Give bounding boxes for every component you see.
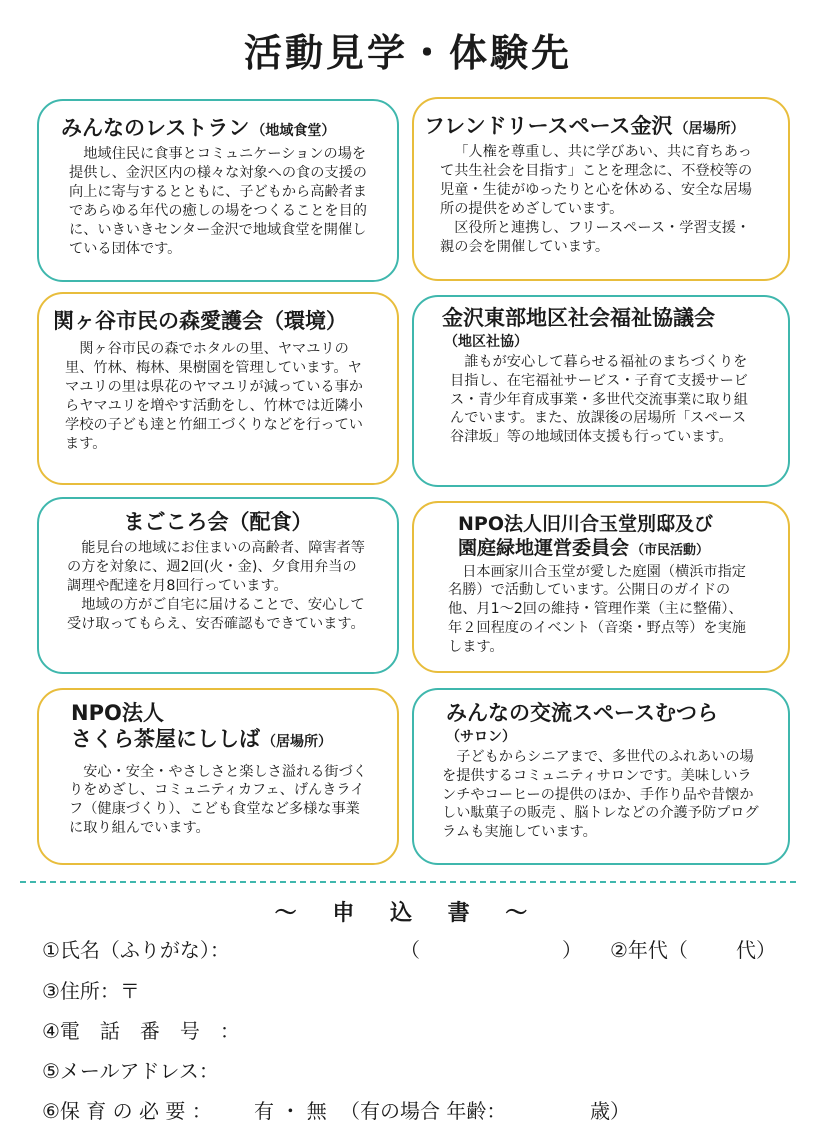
card-sakura-chaya bbox=[37, 688, 399, 865]
card-kanazawa-east-welfare bbox=[412, 295, 790, 487]
child-age-unit: 歳） bbox=[590, 1099, 630, 1123]
card-sekigaya-forest bbox=[37, 292, 399, 485]
card-body bbox=[53, 338, 387, 453]
card-paragraph: 誰もが安心して暮らせる福祉のまちづくりを目指し、在宅福祉サービス・子育て支援サービス・青少年育成事業・多世代交流事業に取り組んでいます。また、放課後の居場所「スペース谷津坂」等の地域団体支援も行っています。 bbox=[450, 353, 748, 446]
card-title-line2: 園庭緑地運営委員会 bbox=[458, 536, 630, 559]
card-paragraph: 地域住民に食事とコミュニケーションの場を提供し、金沢区内の様々な対象への食の支援の向上に寄与するとともに、子どもから高齢者まであらゆる年代の癒しの場をつくることを目的に、いきいきセンター金沢で地域食堂を開催している団体です。 bbox=[69, 146, 367, 257]
card-body bbox=[424, 143, 778, 256]
page-title: 活動見学・体験先 bbox=[243, 31, 572, 75]
childcare-choices[interactable]: 有 ・ 無 bbox=[254, 1099, 327, 1123]
card-title-text: みんなのレストラン bbox=[61, 116, 250, 140]
childcare-label: ⑥保 育 の 必 要 ： bbox=[42, 1099, 212, 1123]
card-body bbox=[57, 763, 379, 839]
age-group-label: ②年代（ bbox=[610, 938, 688, 962]
card-body bbox=[57, 145, 379, 258]
email-label: ⑤メールアドレス： bbox=[42, 1059, 219, 1083]
card-tag: （地区社協） bbox=[444, 334, 528, 351]
card-body bbox=[432, 748, 770, 842]
card-tag: （市民活動） bbox=[631, 542, 710, 558]
card-paragraph: 「人権を尊重し、共に学びあい、共に育ちあって共生社会を目指す」ことを理念に、不登校等の児童・生徒がゆったりと心を休める、安全な居場所の提供をめざしています。 bbox=[440, 144, 753, 217]
card-title bbox=[57, 726, 379, 752]
card-title: みんなの交流スペースむつら bbox=[446, 701, 718, 725]
card-body bbox=[432, 353, 770, 447]
card-title: 金沢東部地区社会福祉協議会 bbox=[442, 306, 715, 330]
card-title: 関ヶ谷市民の森愛護会（環境） bbox=[53, 309, 347, 333]
card-title bbox=[432, 537, 770, 561]
card-minna-restaurant bbox=[37, 99, 399, 282]
application-form-title: ～ 申 込 書 ～ bbox=[274, 901, 542, 926]
card-title-text: フレンドリースペース金沢 bbox=[424, 114, 673, 138]
card-title-line1: NPO法人 bbox=[71, 701, 164, 725]
card-paragraph: 日本画家川合玉堂が愛した庭園（横浜市指定名勝）で活動しています。公開日のガイドの他、月1～2回の維持・管理作業（主に整備）、年２回程度のイベント（音楽・野点等）を実施します。 bbox=[448, 563, 746, 655]
card-paragraph: 区役所と連携し、フリースペース・学習支援・親の会を開催しています。 bbox=[440, 219, 751, 255]
card-title bbox=[57, 115, 379, 141]
dashed-divider bbox=[20, 881, 796, 883]
child-age-note: （有の場合 年齢： bbox=[340, 1099, 507, 1123]
card-mutsura bbox=[412, 688, 790, 865]
card-title-line1: NPO法人旧川合玉堂別邸及び bbox=[458, 513, 713, 535]
card-tag: （サロン） bbox=[446, 729, 516, 746]
card-paragraph: 子どもからシニアまで、多世代のふれあいの場を提供するコミュニティサロンです。美味しいランチやコーヒーの提供のほか、手作り品や昔懐かしい駄菓子の販売 、脳トレなどの介護予防プログラムも実施しています。 bbox=[442, 748, 759, 841]
card-paragraph: 安心・安全・やさしさと楽しさ溢れる街づくりをめざし、コミュニティカフェ、げんきライフ（健康づくり）、こども食堂など多様な事業に取り組んでいます。 bbox=[69, 763, 367, 837]
card-friendly-space bbox=[412, 97, 790, 281]
name-label: ①氏名（ふりがな）： bbox=[42, 938, 230, 962]
card-title: まごころ会（配食） bbox=[123, 510, 313, 534]
card-body bbox=[57, 539, 379, 633]
card-title bbox=[424, 113, 778, 139]
card-tag: （居場所） bbox=[262, 734, 332, 751]
card-paragraph: 能見台の地域にお住まいの高齢者、障害者等の方を対象に、週2回(火・金)、夕食用弁当の調理や配達を月8回行っています。 bbox=[67, 540, 365, 594]
furigana-paren-open: （ bbox=[400, 938, 420, 962]
card-paragraph: 関ヶ谷市民の森でホタルの里、ヤマユリの里、竹林、梅林、果樹園を管理しています。ヤマユリの里は県花のヤマユリが減っている事からヤマユリを増やす活動をし、竹林では近隣小学校の子ども達と竹細工づくりなどを行っています。 bbox=[65, 341, 363, 452]
card-title-line2: さくら茶屋にししば bbox=[71, 727, 260, 752]
card-body bbox=[432, 563, 770, 657]
address-label: ③住所：〒 bbox=[42, 979, 140, 1003]
phone-label: ④電 話 番 号 ： bbox=[42, 1019, 240, 1043]
card-tag: （居場所） bbox=[674, 121, 745, 137]
age-group-unit: 代） bbox=[736, 938, 776, 962]
card-magokoro bbox=[37, 497, 399, 674]
card-tag: （地域食堂） bbox=[251, 123, 336, 139]
card-paragraph: 地域の方がご自宅に届けることで、安心して受け取ってもらえ、安否確認もできています。 bbox=[67, 596, 365, 632]
card-kawai-gyokudo bbox=[412, 501, 790, 673]
furigana-paren-close: ） bbox=[562, 938, 582, 962]
